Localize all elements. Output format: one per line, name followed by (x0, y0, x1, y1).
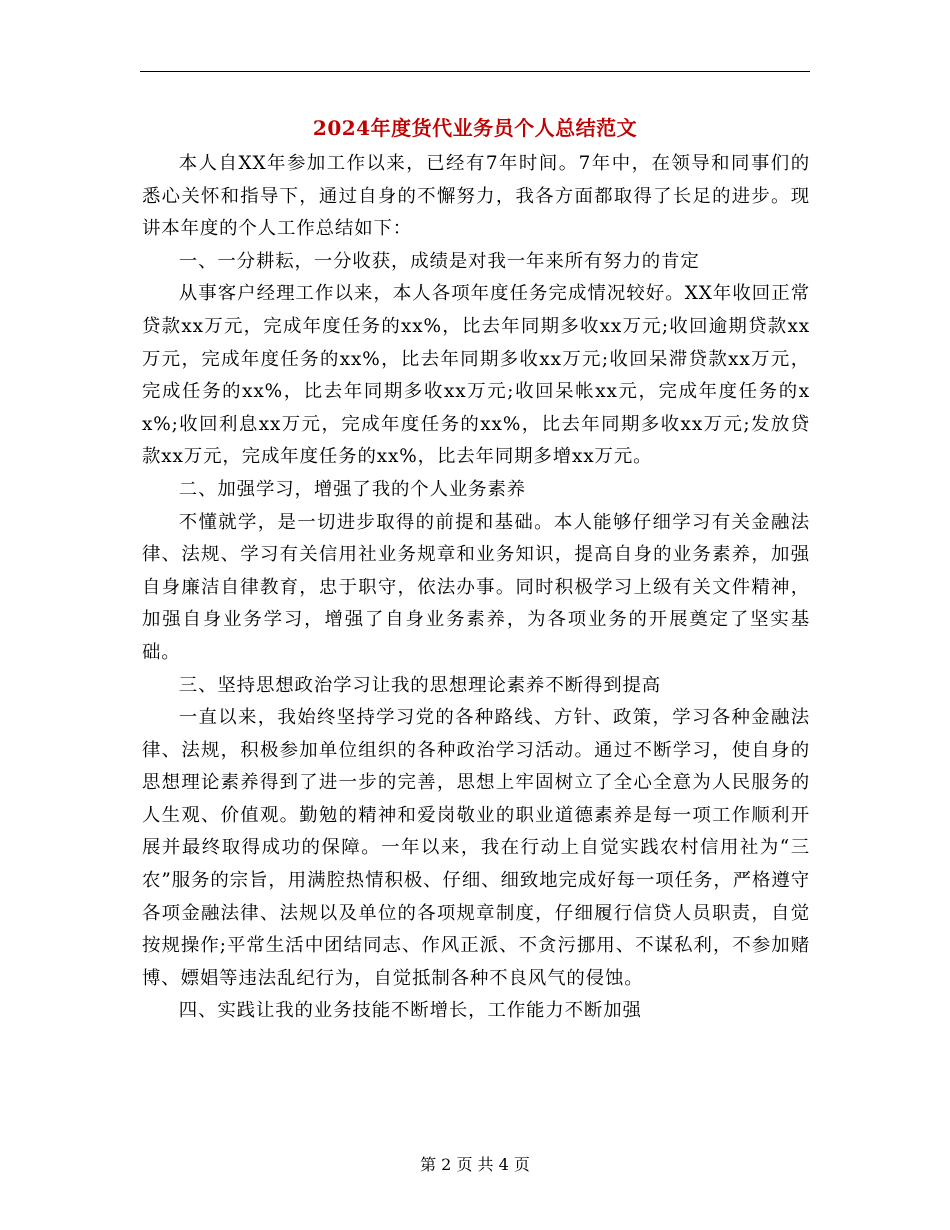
header-rule (140, 71, 810, 72)
paragraph-intro: 本人自XX年参加工作以来，已经有7年时间。7年中，在领导和同事们的悉心关怀和指导下，通过自身的不懈努力，我各方面都取得了长足的进步。现讲本年度的个人工作总结如下： (142, 153, 810, 240)
paragraph-section-1: 从事客户经理工作以来，本人各项年度任务完成情况较好。XX年收回正常贷款xx万元，完成年度任务的xx%，比去年同期多收xx万元;收回逾期贷款xx万元，完成年度任务的xx%，比去年同期多收xx万元;收回呆滞贷款xx万元，完成任务的xx%，比去年同期多收xx万元;收回呆帐xx元，完成年度任务的xx%;收回利息xx万元，完成年度任务的xx%，比去年同期多收xx万元;发放贷款xx万元，完成年度任务的xx%，比去年同期多增xx万元。 (142, 283, 810, 468)
document-body (142, 148, 810, 1028)
page-footer: 第 2 页 共 4 页 (420, 1155, 530, 1174)
section-heading-1: 一、一分耕耘，一分收获，成绩是对我一年来所有努力的肯定 (178, 250, 700, 272)
section-heading-4: 四、实践让我的业务技能不断增长，工作能力不断加强 (178, 1000, 642, 1022)
paragraph-section-2: 不懂就学，是一切进步取得的前提和基础。本人能够仔细学习有关金融法律、法规、学习有关信用社业务规章和业务知识，提高自身的业务素养，加强自身廉洁自律教育，忠于职守，依法办事。同时积极学习上级有关文件精神，加强自身业务学习，增强了自身业务素养，为各项业务的开展奠定了坚实基础。 (142, 511, 810, 663)
document-title: 2024年度货代业务员个人总结范文 (312, 116, 638, 140)
section-heading-2: 二、加强学习，增强了我的个人业务素养 (178, 478, 527, 500)
section-heading-3: 三、坚持思想政治学习让我的思想理论素养不断得到提高 (178, 674, 662, 696)
paragraph-section-3: 一直以来，我始终坚持学习党的各种路线、方针、政策，学习各种金融法律、法规，积极参加单位组织的各种政治学习活动。通过不断学习，使自身的思想理论素养得到了进一步的完善，思想上牢固树立了全心全意为人民服务的人生观、价值观。勤勉的精神和爱岗敬业的职业道德素养是每一项工作顺利开展并最终取得成功的保障。一年以来，我在行动上自觉实践农村信用社为“三农”服务的宗旨，用满腔热情积极、仔细、细致地完成好每一项任务，严格遵守各项金融法律、法规以及单位的各项规章制度，仔细履行信贷人员职责，自觉按规操作;平常生活中团结同志、作风正派、不贪污挪用、不谋私利，不参加赌博、嫖娼等违法乱纪行为，自觉抵制各种不良风气的侵蚀。 (142, 707, 810, 989)
